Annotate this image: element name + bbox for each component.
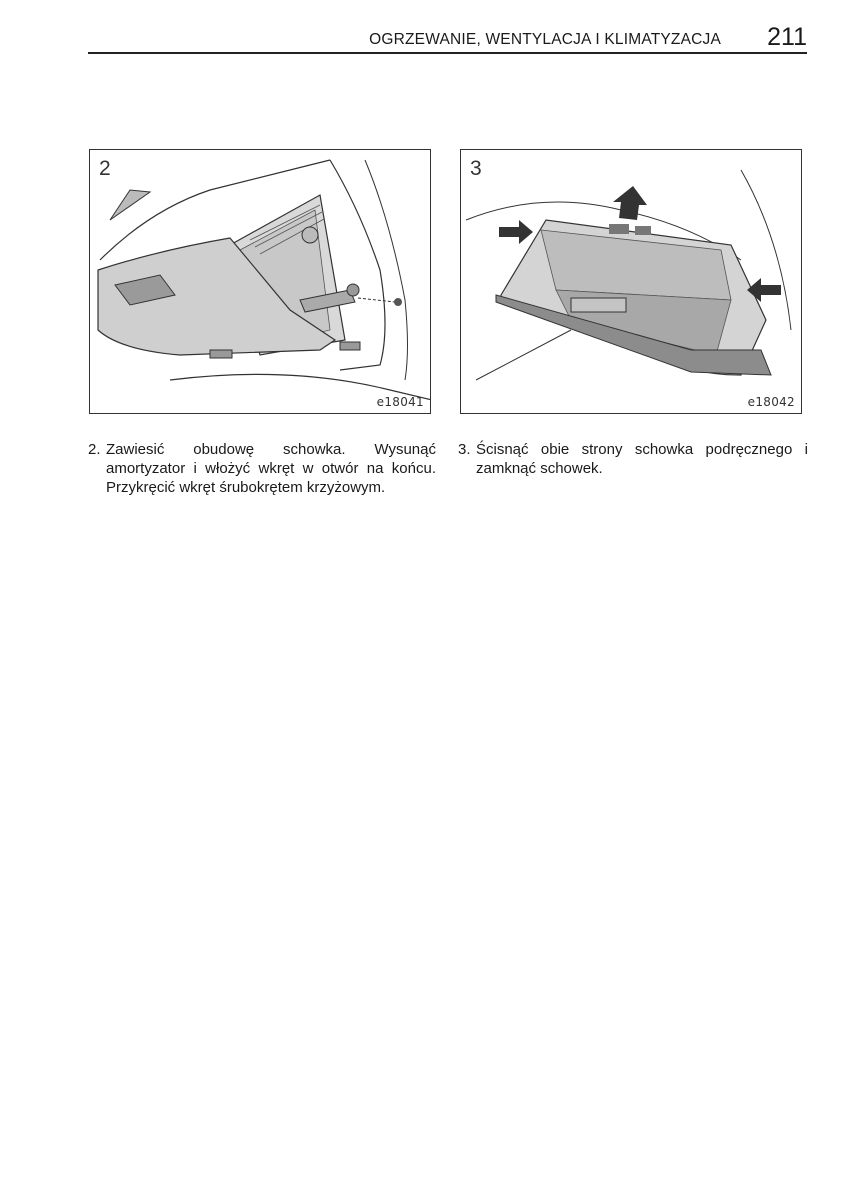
figure-code: e18042: [747, 395, 795, 409]
figure-number: 3: [470, 157, 482, 180]
step-text: Ścisnąć obie strony schowka podręcznego i zamknąć schowek.: [476, 441, 808, 477]
step-2-instruction: [88, 440, 436, 497]
page-number: 211: [767, 23, 807, 51]
figure-code: e18041: [376, 395, 424, 409]
step-text: Zawiesić obudowę schowka. Wysunąć amortyzator i włożyć wkręt w otwór na końcu. Przykręcić wkręt śrubokrętem krzyżowym.: [106, 441, 436, 496]
step-number: 2.: [88, 441, 101, 458]
figure-2-glovebox-hinge: [89, 149, 431, 414]
glovebox-hinge-illustration: [90, 150, 431, 414]
figure-number: 2: [99, 157, 111, 180]
step-3-instruction: [458, 440, 808, 478]
glovebox-closing-illustration: [461, 150, 802, 414]
figure-3-close-glovebox: [460, 149, 802, 414]
section-title: OGRZEWANIE, WENTYLACJA I KLIMATYZACJA: [369, 31, 721, 48]
step-number: 3.: [458, 441, 471, 458]
page-header: [88, 22, 807, 54]
